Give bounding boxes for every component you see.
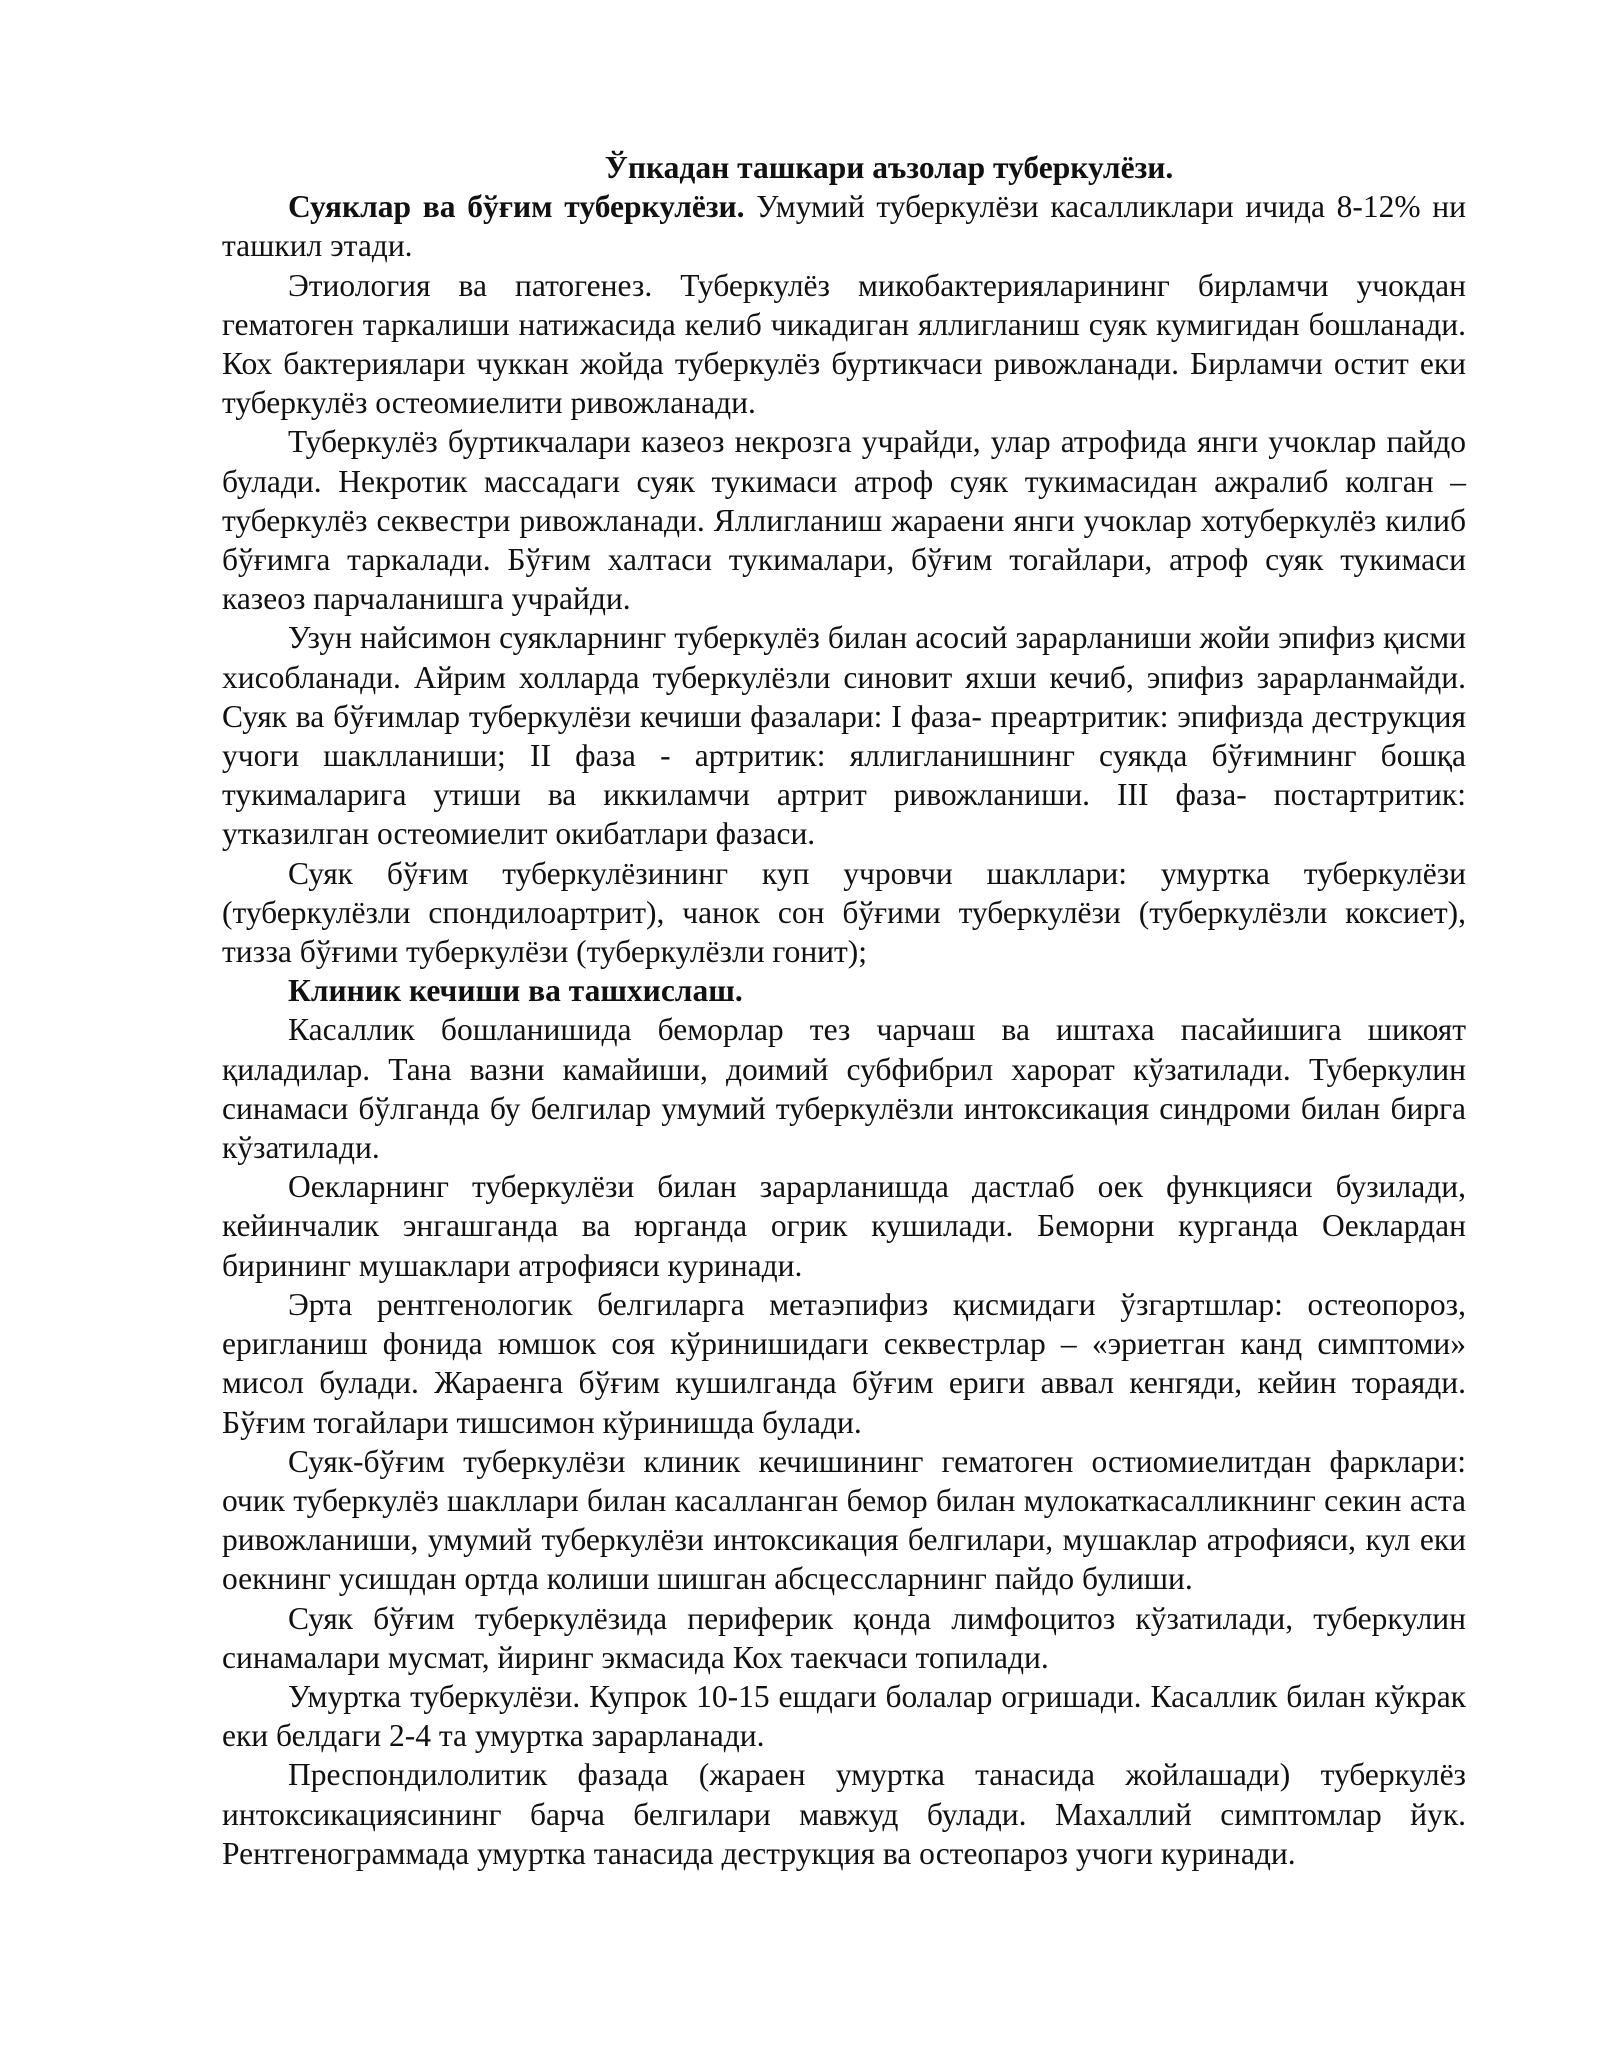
paragraph-9-text: Эрта рентгенологик белгиларга метаэпифиз қисмидаги ўзгартшлар: остеопороз, еригланиш фонида юмшок соя кўринишидаги секвестрлар – «эриетган канд симптоми» мисол булади. Жараенга бўғим кушилганда бўғим ериги аввал кенгяди, кейин тораяди. Бўғим тогайлари тишсимон кўринишда булади. (222, 1286, 1466, 1440)
paragraph-7 (222, 1010, 1466, 1167)
paragraph-4 (222, 618, 1466, 853)
paragraph-8-text: Оекларнинг туберкулёзи билан зарарланишда дастлаб оек функцияси бузилади, кейинчалик энгашганда ва юрганда огрик кушилади. Беморни курганда Оеклардан бирининг мушаклари атрофияси куринади. (222, 1169, 1466, 1283)
paragraph-10 (222, 1442, 1466, 1599)
document-page (222, 148, 1466, 1873)
paragraph-13 (222, 1755, 1466, 1873)
paragraph-5-text: Суяк бўғим туберкулёзининг куп учровчи шакллари: умуртка туберкулёзи (туберкулёзли спондилоартрит), чанок сон бўғими туберкулёзи (туберкулёзли коксиет), тизза бўғими туберкулёзи (туберкулёзли гонит); (222, 855, 1466, 970)
paragraph-11 (222, 1599, 1466, 1677)
paragraph-1 (222, 187, 1466, 265)
paragraph-9 (222, 1285, 1466, 1442)
paragraph-10-text: Суяк-бўғим туберкулёзи клиник кечишининг гематоген остиомиелитдан фарклари: очик туберкулёз шакллари билан касалланган бемор билан мулокаткасалликнинг секин аста ривожланиши, умумий туберкулёзи интоксикация белгилари, мушаклар атрофияси, кул еки оекнинг усишдан ортда колиши шишган абсцессларнинг пайдо булиши. (222, 1443, 1466, 1597)
paragraph-12-text: Умуртка туберкулёзи. Купрок 10-15 ешдаги болалар огришади. Касаллик билан кўкрак еки белдаги 2-4 та умуртка зарарланади. (222, 1678, 1466, 1754)
paragraph-4-text: Узун найсимон суякларнинг туберкулёз билан асосий зарарланиши жойи эпифиз қисми хисобланади. Айрим холларда туберкулёзли синовит яхши кечиб, эпифиз зарарланмайди. Суяк ва бўғимлар туберкулёзи кечиши фазалари: I фаза- преартритик: эпифизда деструкция учоги шаклланиши; II фаза - артритик: яллигланишнинг суякда бўғимнинг бошқа тукималарига утиши ва иккиламчи артрит ривожланиши. III фаза- постартритик: утказилган остеомиелит окибатлари фазаси. (222, 620, 1466, 852)
paragraph-7-text: Касаллик бошланишида беморлар тез чарчаш ва иштаха пасайишига шикоят қиладилар. Тана вазни камайиши, доимий субфибрил харорат кўзатилади. Туберкулин синамаси бўлганда бу белгилар умумий туберкулёзли интоксикация синдроми билан бирга кўзатилади. (222, 1012, 1466, 1166)
paragraph-13-text: Преспондилолитик фазада (жараен умуртка танасида жойлашади) туберкулёз интоксикациясининг барча белгилари мавжуд булади. Махаллий симптомлар йук. Рентгенограммада умуртка танасида деструкция ва остеопароз учоги куринади. (222, 1757, 1466, 1871)
paragraph-3 (222, 422, 1466, 618)
paragraph-8 (222, 1167, 1466, 1285)
paragraph-2 (222, 266, 1466, 423)
paragraph-3-text: Туберкулёз буртикчалари казеоз некрозга учрайди, улар атрофида янги учоклар пайдо булади. Некротик массадаги суяк тукимаси атроф суяк тукимасидан ажралиб колган – туберкулёз секвестри ривожланади. Яллигланиш жараени янги учоклар хотуберкулёз килиб бўғимга таркалади. Бўғим халтаси тукималари, бўғим тогайлари, атроф суяк тукимаси казеоз парчаланишга учрайди. (222, 424, 1466, 617)
document-title: Ўпкадан ташкари аъзолар туберкулёзи. (604, 150, 1174, 185)
paragraph-6 (222, 971, 1466, 1010)
paragraph-1-text: Умумий туберкулёзи касалликлари ичида 8-12% ни ташкил этади. (222, 189, 1466, 264)
paragraph-2-text: Этиология ва патогенез. Туберкулёз микобактерияларининг бирламчи учокдан гематоген таркалиши натижасида келиб чикадиган яллигланиш суяк кумигидан бошланади. Кох бактериялари чуккан жойда туберкулёз буртикчаси ривожланади. Бирламчи остит еки туберкулёз остеомиелити ривожланади. (222, 267, 1466, 421)
paragraph-11-text: Суяк бўғим туберкулёзида периферик қонда лимфоцитоз кўзатилади, туберкулин синамалари мусмат, йиринг экмасида Кох таекчаси топилади. (222, 1600, 1466, 1675)
paragraph-5 (222, 854, 1466, 972)
paragraph-12 (222, 1677, 1466, 1755)
paragraph-1-heading: Суяклар ва бўғим туберкулёзи. (288, 189, 745, 225)
section-heading-clinical: Клиник кечиши ва ташхислаш. (288, 973, 743, 1009)
